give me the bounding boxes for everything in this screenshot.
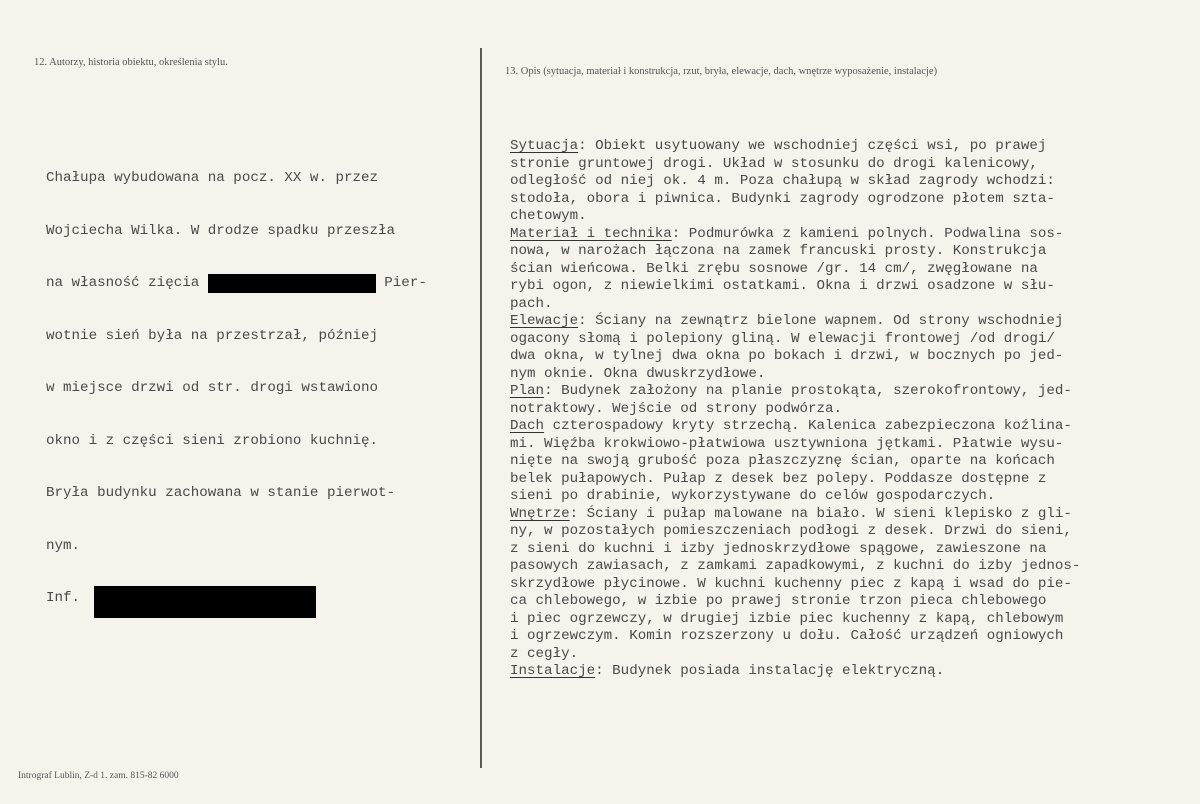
- section-line: rybi ogon, z niewielkimi ostatkami. Okna i drzwi osadzone w słu-: [510, 278, 1055, 294]
- section-first-line: Elewacje: Ściany na zewnątrz bielone wapnem. Od strony wschodniej: [510, 313, 1064, 329]
- section-line: skrzydłowe płycinowe. W kuchni kuchenny piec z kapą i wsad do pie-: [510, 575, 1072, 592]
- section-first-line: Materiał i technika: Podmurówka z kamieni polnych. Podwalina sos-: [510, 225, 1064, 242]
- section-heading: Wnętrze: [510, 505, 570, 522]
- section-heading: Sytuacja: [510, 138, 579, 154]
- history-line: wotnie sień była na przestrzał, później: [46, 327, 379, 344]
- section-line: ca chlebowego, w izbie po prawej stronie trzon pieca chlebowego: [510, 593, 1047, 609]
- section-line: nym oknie. Okna dwuskrzydłowe.: [510, 365, 766, 382]
- section-line: ogacony słomą i polepiony gliną. W elewacji frontowej /od drogi/: [510, 330, 1055, 347]
- history-line: Chałupa wybudowana na pocz. XX w. przez: [46, 170, 379, 186]
- section-line: stodoła, obora i piwnica. Budynki zagrody ogrodzone płotem szta-: [510, 190, 1055, 207]
- section-line: ścian wieńcowa. Belki zrębu sosnowe /gr. 14 cm/, zwęgłowane na: [510, 260, 1038, 277]
- section-first-line: Dach czterospadowy kryty strzechą. Kalenica zabezpieczona koźlina-: [510, 418, 1072, 434]
- section-line: sieni po drabinie, wykorzystywane do celów gospodarczych.: [510, 488, 996, 504]
- section-first-line: Sytuacja: Obiekt usytuowany we wschodniej części wsi, po prawej: [510, 138, 1047, 154]
- section-line: i piec ogrzewczy, w drugiej izbie piec kuchenny z kapą, chlebowym: [510, 610, 1064, 627]
- redaction-box: [208, 274, 376, 293]
- section-heading: Dach: [510, 418, 545, 434]
- section-heading: Elewacje: [510, 313, 579, 329]
- section-line: belek pułapowych. Pułap z desek bez polepy. Poddasze dostępne z: [510, 470, 1047, 487]
- history-line: okno i z części sieni zrobiono kuchnię.: [46, 432, 379, 449]
- section-line: chetowym.: [510, 208, 587, 224]
- section-line: z cegły.: [510, 645, 579, 662]
- section-line: odległość od niej ok. 4 m. Poza chałupą w skład zagrody wchodzi:: [510, 173, 1055, 189]
- section-first-line: Instalacje: Budynek posiada instalację elektryczną.: [510, 663, 945, 679]
- section-first-line: Wnętrze: Ściany i pułap malowane na biało. W sieni klepisko z gli-: [510, 505, 1072, 522]
- section-heading: Plan: [510, 383, 545, 399]
- field-12-label: 12. Autorzy, historia obiektu, określenia stylu.: [34, 57, 228, 68]
- section-line: pach.: [510, 295, 553, 312]
- section-line: pasowych zawiasach, z zamkami zapadkowymi, z kuchni do izby jednos-: [510, 558, 1081, 574]
- section-line: mi. Więźba krokwiowo-płatwiowa usztywniona jętkami. Płatwie wysu-: [510, 435, 1064, 452]
- history-line: w miejsce drzwi od str. drogi wstawiono: [46, 380, 379, 396]
- section-first-line: Plan: Budynek założony na planie prostokąta, szerokofrontowy, jed-: [510, 383, 1072, 399]
- section-line: z sieni do kuchni i izby jednoskrzydłowe spągowe, zawieszone na: [510, 540, 1047, 557]
- description-text: [510, 138, 1080, 681]
- field-13-label: 13. Opis (sytuacja, materiał i konstrukcja, rzut, bryła, elewacje, dach, wnętrze wyposażenie, instalacje): [505, 66, 938, 77]
- section-heading: Instalacje: [510, 663, 596, 679]
- history-line: Wojciecha Wilka. W drodze spadku przeszła: [46, 222, 396, 239]
- history-line-with-redaction: na własność zięcia Pier-: [46, 275, 427, 291]
- history-line: Bryła budynku zachowana w stanie pierwot-: [46, 485, 396, 501]
- section-line: stronie gruntowej drogi. Układ w stosunku do drogi kalenicowy,: [510, 155, 1038, 172]
- section-line: ny, w pozostałych pomieszczeniach podłogi z desek. Drzwi do sieni,: [510, 523, 1072, 539]
- section-line: nowa, w narożach łączona na zamek francuski prosty. Konstrukcja: [510, 243, 1047, 259]
- printer-footer: Intrograf Lublin, Z-d 1. zam. 815-82 6000: [18, 771, 179, 781]
- section-line: notraktowy. Wejście od strony podwórza.: [510, 400, 843, 417]
- column-divider: [480, 48, 482, 768]
- section-heading: Materiał i technika: [510, 225, 672, 242]
- history-line: nym.: [46, 537, 81, 554]
- history-text: [46, 135, 427, 643]
- section-line: i ogrzewczym. Komin rozszerzony u dołu. Całość urządzeń ogniowych: [510, 628, 1064, 644]
- section-line: nięte na swoją grubość poza płaszczyznę ścian, oparte na końcach: [510, 453, 1055, 469]
- redaction-box: [94, 586, 316, 618]
- section-line: dwa okna, w tylnej dwa okna po bokach i drzwi, w bocznych po jed-: [510, 348, 1064, 364]
- history-line-informant: Inf.: [46, 590, 427, 608]
